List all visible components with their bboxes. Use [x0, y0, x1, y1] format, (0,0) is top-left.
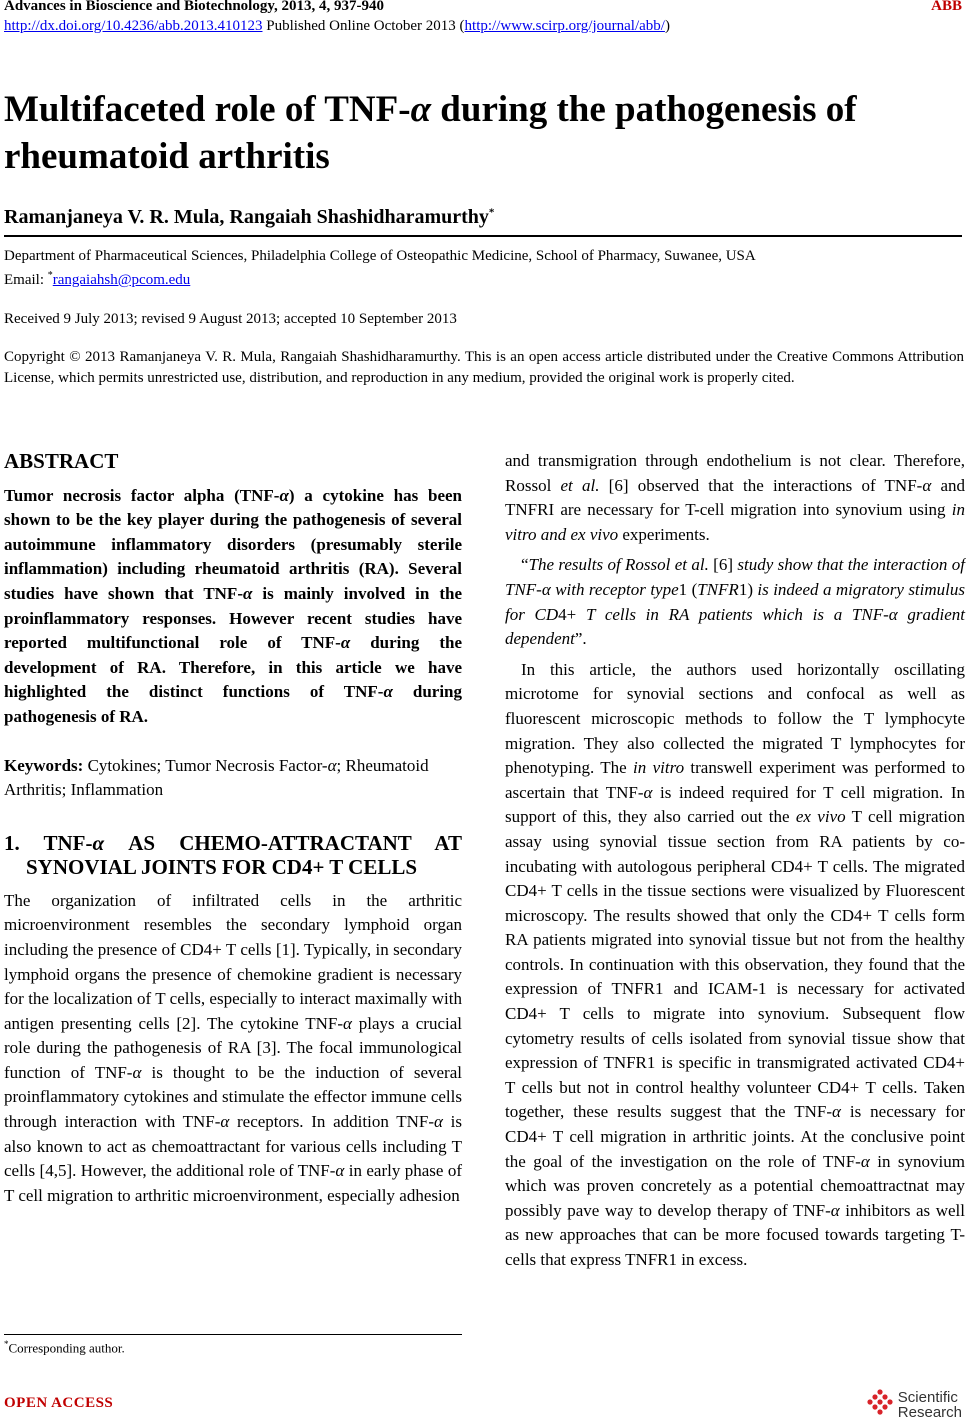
- doi-line: [4, 18, 670, 35]
- author-list: Ramanjaneya V. R. Mula, Rangaiah Shashidharamurthy*: [4, 206, 495, 228]
- open-access-label: OPEN ACCESS: [4, 1395, 114, 1411]
- scientific-research-logo-icon: [866, 1388, 894, 1421]
- quotation: “The results of Rossol et al. [6] study show that the interaction of TNF-α with receptor type1 (TNFR1) is indeed a migratory stimulus for CD4+ T cells in RA patients which is a TNF-α gradient dependent”.: [505, 555, 965, 649]
- publisher-logo: [866, 1388, 962, 1421]
- paragraph-rossol: and transmigration through endothelium is not clear. Therefore, Rossol et al. [6] observed that the interactions of TNF-α and TNFRI are necessary for T-cell migration into synovium using in vitro and ex vivo experiments.: [505, 451, 966, 544]
- left-column: [4, 449, 462, 1208]
- copyright-notice: Copyright © 2013 Ramanjaneya V. R. Mula, Rangaiah Shashidharamurthy. This is an open access article distributed under the Creative Commons Attribution License, which permits unrestricted use, distribution, and reproduction in any medium, provided the original work is properly cited.: [4, 349, 964, 386]
- section-1-paragraph: The organization of infiltrated cells in the arthritic microenvironment resembles the secondary lymphoid organ including the presence of CD4+ T cells [1]. Typically, in secondary lymphoid organs the presence of chemokine gradient is necessary for the localization of T cells, especially to interact maximally with antigen presenting cells [2]. The cytokine TNF-α plays a crucial role during the pathogenesis of RA [3]. The focal immunological function of TNF-α is thought to be the induction of several proinflammatory cytokines and stimulate the effector immune cells through interaction with TNF-α receptors. In addition TNF-α is also known to act as chemoattractant for various cells including T cells [4,5]. However, the additional role of TNF-α in early phase of T cell migration to arthritic microenvironment, especially adhesion: [4, 890, 462, 1205]
- publisher-name: Scientific Research: [897, 1388, 962, 1421]
- email-line: Email: *rangaiahsh@pcom.edu: [4, 270, 191, 288]
- abstract-text: Tumor necrosis factor alpha (TNF-α) a cytokine has been shown to be the key player during the pathogenesis of several autoimmune inflammatory disorders (presumably sterile inflammation) including rheumatoid arthritis (RA). Several studies have shown that TNF-α is mainly involved in the proinflammatory responses. However recent studies have reported multifunctional role of TNF-α during the development of RA. Therefore, in this article we have highlighted the distinct functions of TNF-α during pathogenesis of RA.: [4, 485, 463, 726]
- paper-title: Multifaceted role of TNF-α during the pathogenesis of rheumatoid arthritis: [4, 89, 857, 177]
- close-paren: ): [664, 18, 670, 34]
- abstract-heading: ABSTRACT: [4, 449, 119, 473]
- footnote: *Corresponding author.: [4, 1339, 125, 1356]
- title-divider: [4, 235, 962, 237]
- journal-link[interactable]: http://www.scirp.org/journal/abb/: [464, 18, 665, 34]
- section-1-heading: 1. TNF-α AS CHEMO-ATTRACTANT AT SYNOVIAL JOINTS FOR CD4+ T CELLS: [4, 830, 462, 879]
- published-text: Published Online October 2013 (: [262, 18, 465, 34]
- journal-header: Advances in Bioscience and Biotechnology, 2013, 4, 937-940: [4, 0, 385, 14]
- footnote-divider: [4, 1334, 462, 1335]
- paragraph-methods: In this article, the authors used horizontally oscillating microtome for synovial sections and confocal as well as fluorescent microscopic methods to follow the T lymphocyte migration. They also collected the migrated T lymphocytes for phenotyping. The in vitro transwell experiment was performed to ascertain that TNF-α is indeed required for T cell migration. In support of this, they also carried out the ex vivo T cell migration assay using synovial tissue section from RA patients by co-incubating with autologous peripheral CD4+ T cells. The migrated CD4+ T cells in the tissue sections were visualized by Fluorescent microscopy. The results showed that only the CD4+ T cells form RA patients migrated into synovial tissue but not from the healthy controls. In continuation with this observation, they found that the expression of TNFR1 and ICAM-1 is necessary for activated CD4+ T cells to migrate into synovium. Subsequent flow cytometry results of cells isolated from synovial tissue show that expression of TNFR1 is specific in transmigrated activated CD4+ T cells but not in control healthy volunteer CD4+ T cells. Taken together, these results suggest that the TNF-α is necessary for CD4+ T cell migration in arthritic joints. At the conclusive point the goal of the investigation on the role of TNF-α in synovium which was proven concretely as a potential chemoattractnat may possibly pave way to develop therapy of TNF-α inhibitors as well as new approaches that can be more focused towards targeting T-cells that express TNFR1 in excess.: [505, 659, 966, 1269]
- right-column: [505, 449, 965, 1273]
- corresponding-mark: *: [488, 206, 495, 219]
- email-link[interactable]: rangaiahsh@pcom.edu: [52, 272, 191, 288]
- received-dates: Received 9 July 2013; revised 9 August 2013; accepted 10 September 2013: [4, 311, 457, 327]
- keywords: Keywords: Cytokines; Tumor Necrosis Factor-α; Rheumatoid Arthritis; Inflammation: [4, 755, 429, 800]
- affiliation: Department of Pharmaceutical Sciences, Philadelphia College of Osteopathic Medicine, School of Pharmacy, Suwanee, USA: [4, 248, 756, 264]
- doi-link[interactable]: http://dx.doi.org/10.4236/abb.2013.410123: [4, 18, 263, 34]
- journal-code: ABB: [931, 0, 962, 14]
- keywords-label: Keywords:: [4, 755, 84, 775]
